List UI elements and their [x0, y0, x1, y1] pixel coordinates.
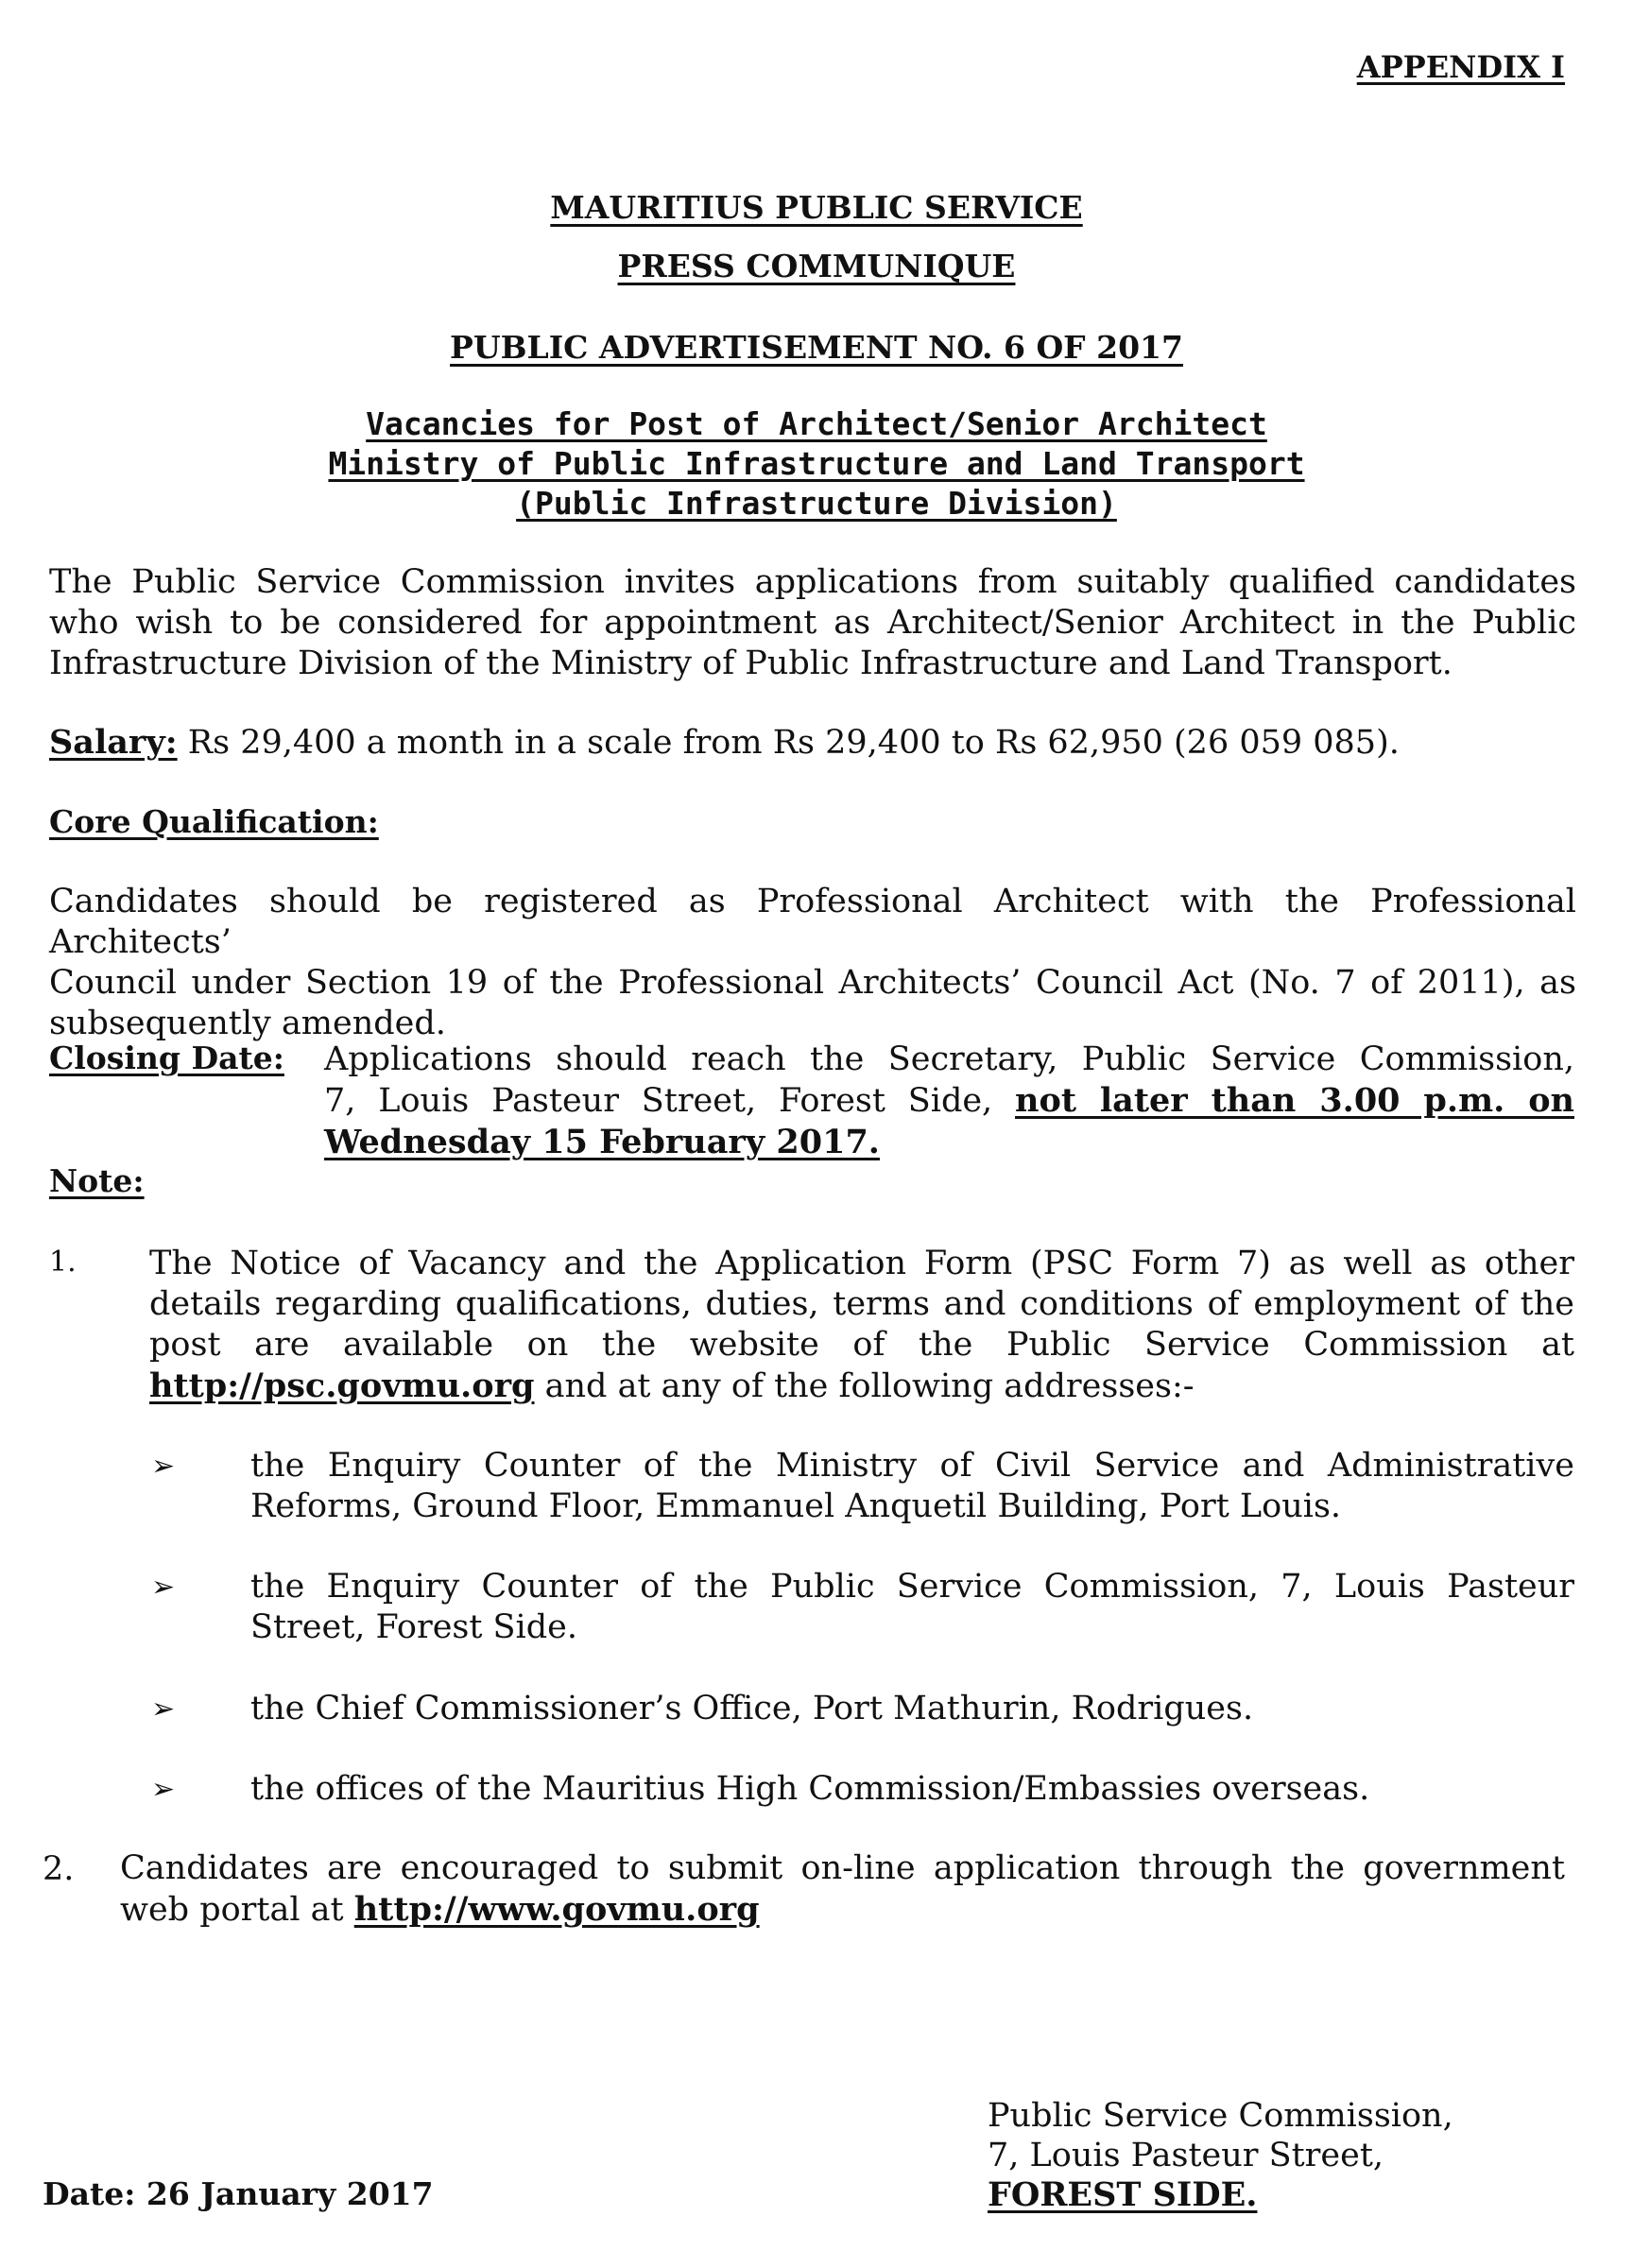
note-1-line-3: post are available on the website of the Public Service Commission at	[149, 1326, 1574, 1364]
note-2-line-2: web portal at	[120, 1891, 354, 1929]
signature-line-3: FOREST SIDE.	[988, 2175, 1258, 2214]
closing-date-text	[324, 1040, 1574, 1163]
qualification-line-1: Candidates should be registered as Professional Architect with the Professional Architects’	[49, 883, 1576, 961]
closing-date-label: Closing Date:	[49, 1040, 284, 1076]
psc-website-link[interactable]: http://psc.govmu.org	[149, 1366, 535, 1405]
qualification-line-3: subsequently amended.	[49, 1005, 446, 1042]
salary-label: Salary:	[49, 723, 178, 762]
intro-line-3: Infrastructure Division of the Ministry of Public Infrastructure and Land Transport.	[49, 644, 1453, 682]
salary-row	[49, 723, 1400, 762]
intro-paragraph	[49, 562, 1576, 684]
bullet-arrow-icon: ➢	[151, 1450, 176, 1483]
title-line-1: Vacancies for Post of Architect/Senior Architect	[366, 405, 1267, 442]
address-2-line-1: the Enquiry Counter of the Public Service Commission, 7, Louis Pasteur	[250, 1568, 1574, 1606]
address-3-line-1: the Chief Commissioner’s Office, Port Mathurin, Rodrigues.	[250, 1690, 1254, 1727]
address-2-line-2: Street, Forest Side.	[250, 1608, 577, 1646]
salary-text: Rs 29,400 a month in a scale from Rs 29,400 to Rs 62,950 (26 059 085).	[177, 724, 1400, 762]
qualification-paragraph	[49, 882, 1576, 1044]
intro-line-2: who wish to be considered for appointment as Architect/Senior Architect in the Public	[49, 604, 1576, 642]
vacancy-title	[0, 404, 1633, 524]
note-1-line-2: details regarding qualifications, duties, terms and conditions of employment of the	[149, 1285, 1574, 1323]
bullet-arrow-icon: ➢	[151, 1773, 176, 1806]
communique-heading: PRESS COMMUNIQUE	[617, 248, 1016, 284]
closing-line-2	[324, 1080, 1574, 1122]
address-1-line-1: the Enquiry Counter of the Ministry of Civil Service and Administrative	[250, 1447, 1574, 1485]
address-4-line-1: the offices of the Mauritius High Commission/Embassies overseas.	[250, 1770, 1370, 1808]
closing-deadline-date: Wednesday 15 February 2017.	[324, 1123, 880, 1161]
title-line-3: (Public Infrastructure Division)	[516, 485, 1117, 522]
note-2-number: 2.	[43, 1850, 75, 1888]
govmu-portal-link[interactable]: http://www.govmu.org	[353, 1890, 760, 1929]
advert-heading: PUBLIC ADVERTISEMENT NO. 6 OF 2017	[450, 329, 1183, 366]
org-heading: MAURITIUS PUBLIC SERVICE	[550, 189, 1083, 226]
address-item-2	[250, 1567, 1574, 1648]
address-item-1	[250, 1446, 1574, 1527]
closing-address: 7, Louis Pasteur Street, Forest Side,	[324, 1082, 1016, 1120]
closing-deadline-time: not later than 3.00 p.m. on	[1015, 1081, 1574, 1120]
appendix-label: APPENDIX I	[1356, 49, 1565, 85]
note-2-text	[120, 1848, 1565, 1931]
note-1-line-4: and at any of the following addresses:-	[534, 1367, 1195, 1405]
bullet-arrow-icon: ➢	[151, 1571, 176, 1604]
note-1-text	[149, 1244, 1574, 1407]
address-item-3	[250, 1689, 1574, 1729]
qualification-label: Core Qualification:	[49, 803, 379, 840]
closing-line-1: Applications should reach the Secretary, Public Service Commission,	[324, 1040, 1574, 1078]
document-date: Date: 26 January 2017	[43, 2175, 434, 2212]
bullet-arrow-icon: ➢	[151, 1692, 176, 1726]
signature-line-2: 7, Louis Pasteur Street,	[988, 2137, 1384, 2174]
note-1-number: 1.	[49, 1246, 77, 1279]
note-label: Note:	[49, 1162, 145, 1199]
signature-block	[988, 2096, 1453, 2215]
intro-line-1: The Public Service Commission invites applications from suitably qualified candidates	[49, 563, 1576, 601]
note-2-line-1: Candidates are encouraged to submit on-line application through the government	[120, 1849, 1565, 1887]
note-1-line-1: The Notice of Vacancy and the Application Form (PSC Form 7) as well as other	[149, 1245, 1574, 1282]
address-item-4	[250, 1769, 1574, 1810]
title-line-2: Ministry of Public Infrastructure and Land Transport	[328, 445, 1305, 482]
address-1-line-2: Reforms, Ground Floor, Emmanuel Anquetil Building, Port Louis.	[250, 1487, 1342, 1525]
qualification-line-2: Council under Section 19 of the Professional Architects’ Council Act (No. 7 of 2011), as	[49, 964, 1576, 1002]
signature-line-1: Public Service Commission,	[988, 2097, 1453, 2135]
